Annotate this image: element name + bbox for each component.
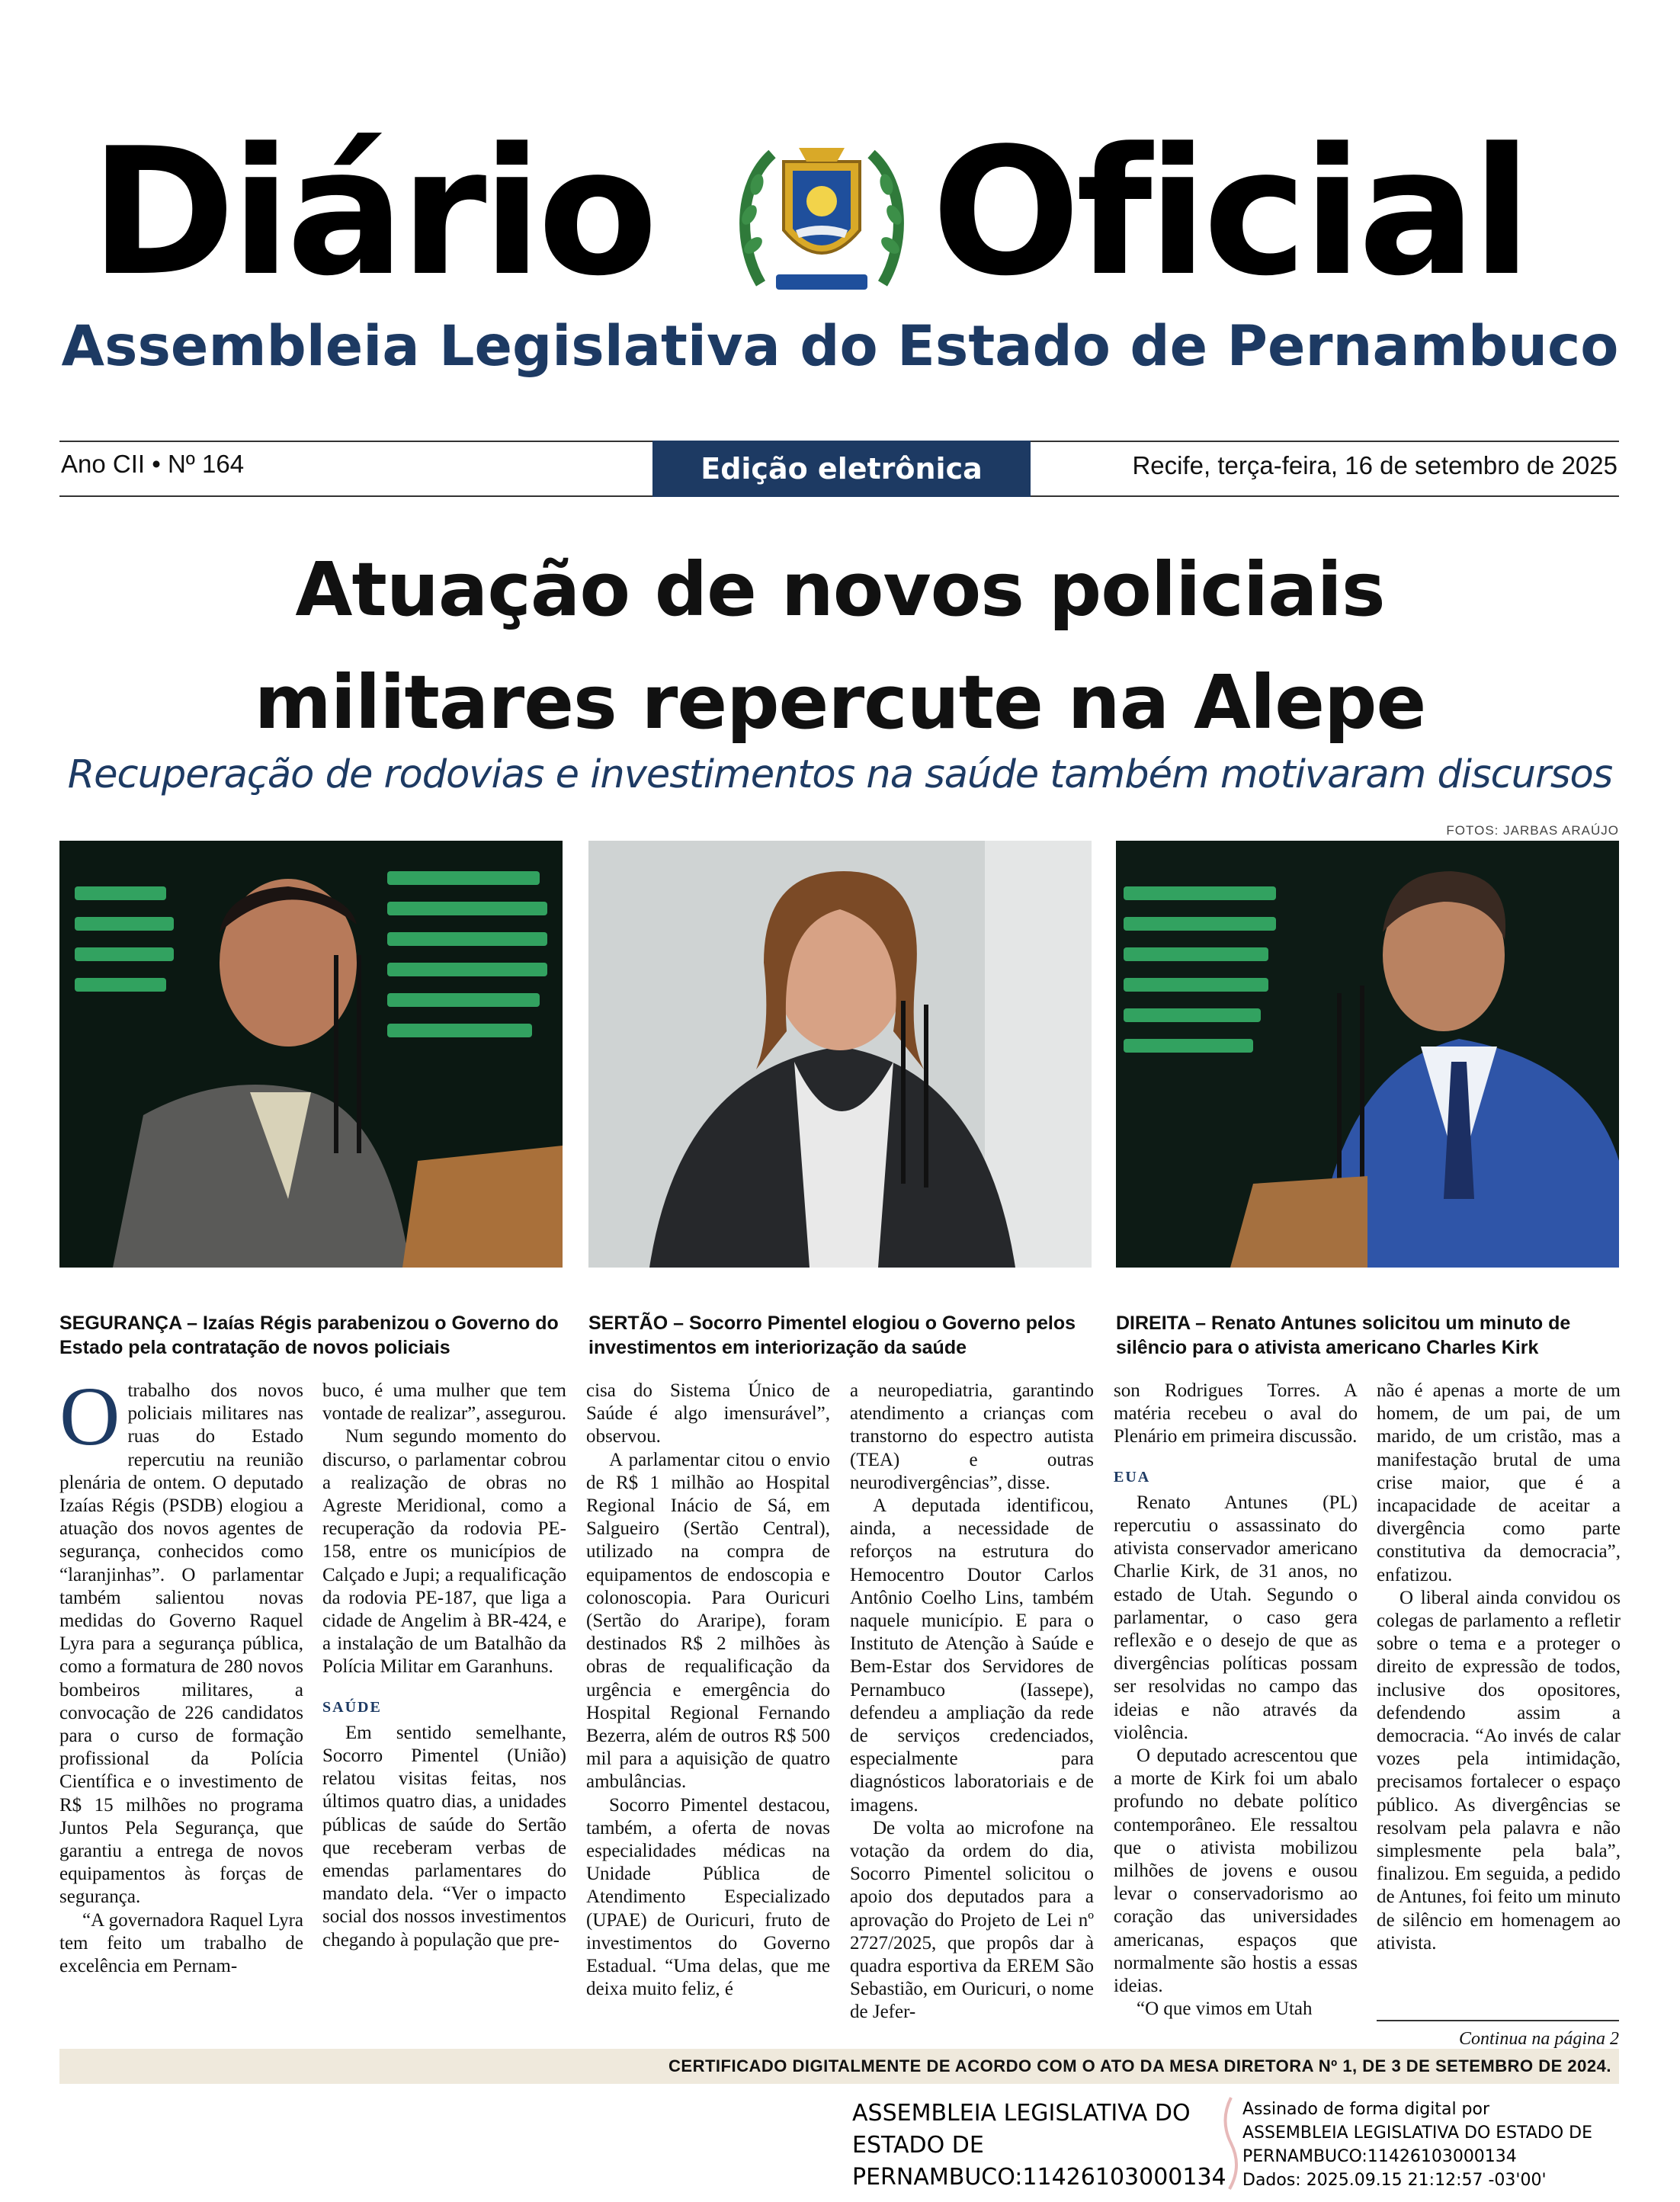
paragraph: O liberal ainda convidou os colegas de parlamento a refletir sobre o tema e a proteger o direito de expressão de todos, inclusive dos opositores, defendendo assim a democracia. “Ao invés de calar vozes pela intimidação, precisamos fortalecer o espaço público. As divergências se resolvam pela palavra e não simplesmente pela bala”, finalizou. Em seguida, a pedido de Antunes, foi feito um minuto de silêncio em homenagem ao ativista. [1377,1587,1621,1954]
signature-line: PERNAMBUCO:11426103000134 [852,2164,1226,2191]
signature-line: ASSEMBLEIA LEGISLATIVA DO ESTADO DE [1242,2123,1593,2143]
signature-line: ASSEMBLEIA LEGISLATIVA DO [852,2100,1191,2127]
masthead-title-right: Oficial [931,111,1528,315]
headline [0,534,1680,759]
paragraph: De volta ao microfone na votação da ordem do dia, Socorro Pimentel solicitou o apoio dos deputados para a aprovação do Projeto de Lei nº 2727/2025, que propôs dar à quadra esportiva da EREM São Sebastião, em Ouricuri, o nome de Jefer- [850,1817,1094,2023]
photo-caption-1: SEGURANÇA – Izaías Régis parabenizou o Governo do Estado pela contratação de novos policiais [59,1313,559,1358]
photo-credit: FOTOS: JARBAS ARAÚJO [1446,823,1619,838]
article-column-3 [586,1380,830,2001]
paragraph: “A governadora Raquel Lyra tem feito um trabalho de excelência em Pernam- [59,1909,303,1977]
signature-line: Assinado de forma digital por [1242,2100,1490,2119]
article-column-5 [1114,1380,1358,2021]
paragraph: Renato Antunes (PL) repercutiu o assassinato do ativista conservador americano Charlie Kirk, de 31 anos, no estado de Utah. Segundo o parlamentar, o caso gera reflexão e o desejo de que as divergências políticas possam ser resolvidas no campo das ideias e não através da violência. [1114,1492,1358,1743]
paragraph: buco, é uma mulher que tem vontade de realizar”, assegurou. [322,1380,566,1425]
digital-signature-name [852,2098,1226,2194]
photo-izaias-regis [59,841,563,1268]
headline-line-2: militares repercute na Alepe [254,659,1426,745]
photo-caption-2: SERTÃO – Socorro Pimentel elogiou o Governo pelos investimentos em interiorização da saúde [588,1313,1076,1358]
drop-cap: O [59,1370,120,1463]
paragraph: Em sentido semelhante, Socorro Pimentel (União) relatou visitas feitas, nos últimos quatro dias, a unidades públicas de saúde do Sertão que receberam verbas de emendas parlamentares do mandato dela. “Ver o impacto social dos nossos investimentos chegando à população que pre- [322,1722,566,1950]
masthead [0,111,1680,315]
paragraph: trabalho dos novos policiais militares nas ruas do Estado repercutiu na reunião plenária de ontem. O deputado Izaías Régis (PSDB) elogiou a atuação dos novos agentes de segurança, conhecidos como “laranjinhas”. O parlamentar também salientou novas medidas do Governo Raquel Lyra para a segurança pública, como a formatura de 280 novos bombeiros militares, a convocação de 226 candidatos para o curso de formação profissional da Polícia Científica e o investimento de R$ 15 milhões no programa Juntos Pela Segurança, que garantiu a entrega de novos equipamentos às forças de segurança. [59,1380,303,1908]
paragraph: Num segundo momento do discurso, o parlamentar cobrou a realização de obras no Agreste Meridional, como a recuperação da rodovia PE-158, entre os municípios de Calçado e Jupi; a requalificação da rodovia PE-187, que liga a cidade de Angelim à BR-424, e a instalação de um Batalhão da Polícia Militar em Garanhuns. [322,1426,566,1678]
article-column-6 [1377,1380,1621,1955]
section-heading-saude: SAÚDE [322,1698,382,1716]
paragraph: O deputado acrescentou que a morte de Kirk foi um abalo profundo no debate político contemporâneo. Ele ressaltou que o ativista mobilizou milhões de jovens e ousou levar o conservadorismo ao coração das universidades americanas, espaços que normalmente são hostis a essas ideias. [1114,1745,1358,1997]
article-column-1 [59,1370,303,1978]
paragraph: Socorro Pimentel destacou, também, a oferta de novas especialidades médicas na Unidade Pública de Atendimento Especializado (UPAE) de Ouricuri, fruto de investimentos do Governo Estadual. “Uma delas, que me deixa muito feliz, é [586,1794,830,2000]
certificate-bar: CERTIFICADO DIGITALMENTE DE ACORDO COM O ATO DA MESA DIRETORA Nº 1, DE 3 DE SETEMBRO DE 2024. [59,2049,1619,2084]
signature-line: ESTADO DE [852,2132,984,2159]
headline-line-1: Atuação de novos policiais [295,546,1385,633]
signature-line: Dados: 2025.09.15 21:12:57 -03'00' [1242,2171,1547,2190]
coat-of-arms-icon [730,131,913,299]
edition-label: Edição eletrônica [652,441,1031,497]
article-column-4 [850,1380,1094,2024]
section-heading-eua: EUA [1114,1468,1151,1486]
photo-caption-3: DIREITA – Renato Antunes solicitou um minuto de silêncio para o ativista americano Charles Kirk [1116,1313,1571,1358]
paragraph: son Rodrigues Torres. A matéria recebeu o aval do Plenário em primeira discussão. [1114,1380,1358,1447]
paragraph: cisa do Sistema Único de Saúde é algo imensurável”, observou. [586,1380,830,1447]
photo-renato-antunes [1116,841,1619,1268]
signature-mark-icon [1216,2090,1246,2197]
issue-number: Ano CII • Nº 164 [61,450,245,478]
paragraph: A deputada identificou, ainda, a necessidade de reforços na estrutura do Hemocentro Doutor Carlos Antônio Coelho Lins, também naquele município. E para o Instituto de Atenção à Saúde e Bem-Estar dos Servidores de Pernambuco (Iassepe), defendeu a ampliação da rede de serviços credenciados, especialmente para diagnósticos laboratoriais e de imagens. [850,1495,1094,1816]
issue-date: Recife, terça-feira, 16 de setembro de 2025 [1132,451,1617,479]
photo-socorro-pimentel [588,841,1092,1268]
paragraph: “O que vimos em Utah [1137,1998,1313,2020]
paragraph: não é apenas a morte de um homem, de um pai, de um marido, de um cristão, mas a manifestação brutal de uma crise maior, que é a incapacidade de aceitar a divergência como parte constitutiva da democracia”, enfatizou. [1377,1380,1621,1585]
masthead-subtitle: Assembleia Legislativa do Estado de Pernambuco [61,314,1619,379]
signature-line: PERNAMBUCO:11426103000134 [1242,2147,1517,2166]
digital-signature-details [1242,2098,1639,2192]
headline-deck: Recuperação de rodovias e investimentos na saúde também motivaram discursos [67,752,1613,797]
article-column-2 [322,1380,566,1952]
masthead-title-left: Diário [90,111,654,315]
continued-link[interactable]: Continua na página 2 [1377,2020,1619,2050]
issue-info-bar [59,441,1619,497]
paragraph: a neuropediatria, garantindo atendimento a crianças com transtorno do espectro autista (TEA) e outras neurodivergências”, disse. [850,1380,1094,1493]
paragraph: A parlamentar citou o envio de R$ 1 milhão ao Hospital Regional Inácio de Sá, em Salgueiro (Sertão Central), utilizado na compra de equipamentos de endoscopia e colonoscopia. Para Ouricuri (Sertão do Araripe), foram destinados R$ 2 milhões às obras de requalificação da urgência e emergência do Hospital Regional Fernando Bezerra, além de outros R$ 500 mil para a aquisição de quatro ambulâncias. [586,1449,830,1793]
